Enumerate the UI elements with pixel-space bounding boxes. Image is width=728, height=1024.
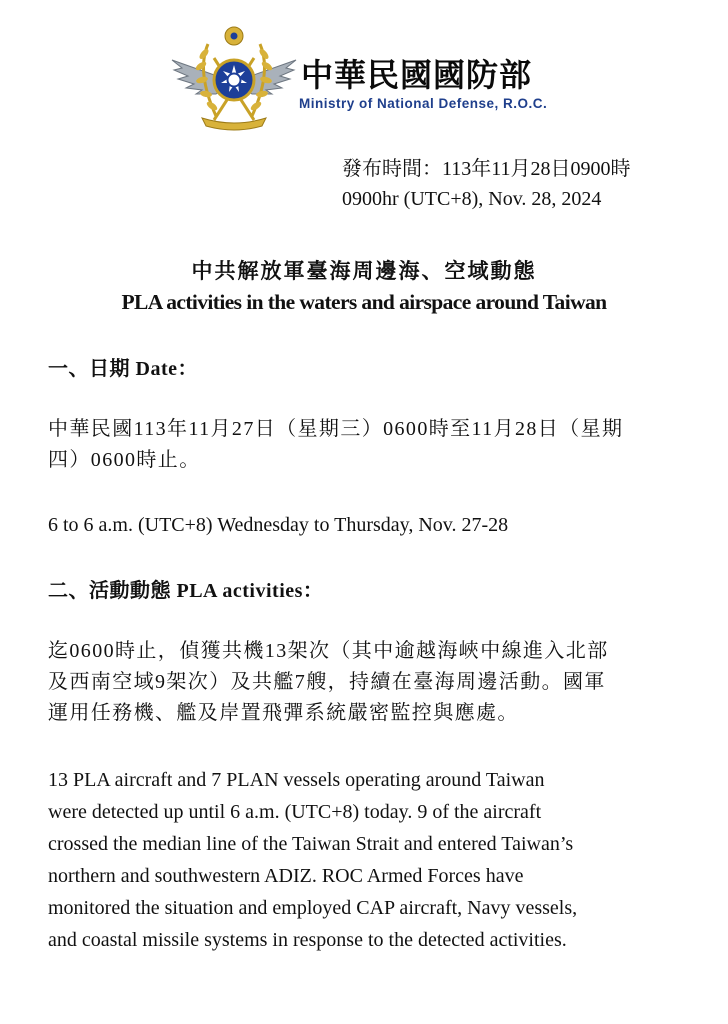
activities-cn-line: 運用任務機、艦及岸置飛彈系統嚴密監控與應處。	[48, 702, 519, 724]
ministry-name-en: Ministry of National Defense, R.O.C.	[299, 96, 548, 111]
title-cn: 中共解放軍臺海周邊海、空域動態	[191, 259, 537, 283]
release-time-en: 0900hr (UTC+8), Nov. 28, 2024	[342, 188, 602, 210]
date-en-line: 6 to 6 a.m. (UTC+8) Wednesday to Thursday, Nov. 27-28	[48, 514, 509, 536]
section-date-heading: 一、日期 Date：	[48, 358, 198, 380]
date-cn-line: 中華民國113年11月27日（星期三）0600時至11月28日（星期	[48, 418, 624, 440]
activities-en-line: were detected up until 6 a.m. (UTC+8) today. 9 of the aircraft	[48, 801, 542, 823]
activities-paragraph-cn	[48, 636, 696, 729]
date-paragraph-cn	[48, 414, 696, 476]
ministry-name-cn: 中華民國國防部	[301, 56, 533, 94]
title-en: PLA activities in the waters and airspace around Taiwan	[121, 290, 607, 314]
section-activities-heading: 二、活動動態 PLA activities：	[48, 580, 324, 602]
document-title	[0, 256, 728, 318]
activities-en-line: and coastal missile systems in response to the detected activities.	[48, 929, 567, 951]
activities-paragraph-en	[48, 764, 708, 956]
date-paragraph-en	[48, 510, 696, 541]
activities-cn-line: 迄0600時止，偵獲共機13架次（其中逾越海峽中線進入北部	[48, 640, 609, 662]
activities-cn-line: 及西南空域9架次）及共艦7艘，持續在臺海周邊活動。國軍	[48, 671, 606, 693]
ministry-header	[168, 24, 588, 136]
release-time	[342, 154, 631, 214]
activities-en-line: 13 PLA aircraft and 7 PLAN vessels operating around Taiwan	[48, 769, 545, 791]
activities-en-line: crossed the median line of the Taiwan Strait and entered Taiwan’s	[48, 833, 574, 855]
date-cn-line: 四）0600時止。	[48, 449, 201, 471]
release-time-cn: 發布時間：113年11月28日0900時	[342, 158, 631, 180]
activities-en-line: northern and southwestern ADIZ. ROC Armed Forces have	[48, 865, 524, 887]
ministry-emblem-icon	[168, 24, 300, 132]
activities-en-line: monitored the situation and employed CAP aircraft, Navy vessels,	[48, 897, 578, 919]
